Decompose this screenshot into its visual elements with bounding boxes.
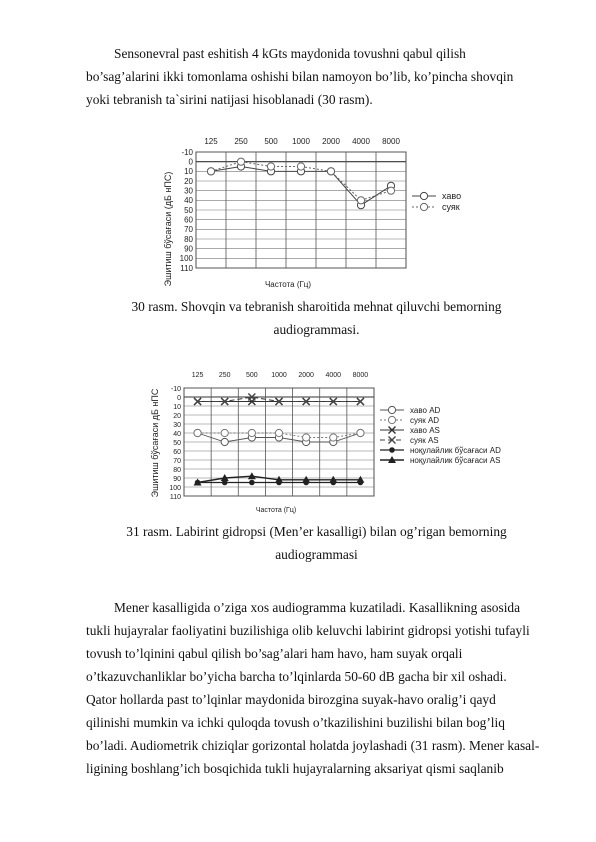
data-point	[221, 429, 228, 436]
y-tick-label: 90	[184, 244, 193, 254]
y-tick-label: -10	[170, 385, 181, 393]
x-tick-label: 8000	[352, 372, 369, 379]
y-tick-label: 80	[184, 234, 193, 244]
legend-label: хаво AD	[410, 406, 441, 416]
data-point	[275, 429, 282, 436]
body-line: ligining boshlang’ich bosqichida tukli hujayralarning aksariyat qismi saqlanib	[86, 761, 504, 776]
x-tick-label: 125	[191, 372, 204, 379]
figure-31-audiogram	[148, 365, 528, 515]
y-tick-label: 40	[173, 430, 181, 438]
x-tick-label: 4000	[325, 372, 342, 379]
data-point	[194, 429, 201, 436]
data-point	[267, 163, 274, 170]
data-point	[249, 480, 255, 486]
y-tick-label: 0	[188, 157, 193, 167]
data-point	[420, 192, 427, 199]
legend-label: хаво	[442, 191, 462, 202]
y-tick-label: 60	[173, 448, 181, 456]
data-point	[388, 406, 395, 413]
y-tick-label: 20	[173, 412, 181, 420]
x-tick-label: 4000	[352, 137, 370, 146]
caption-line-2: audiogrammasi	[275, 547, 358, 562]
x-tick-label: 250	[234, 137, 248, 146]
intro-line-2: bo’sag’alarini ikki tomonlama oshishi bilan namoyon bo’lib, ko’pincha shovqin	[86, 69, 514, 84]
legend-label: ноқулайлик бўсағаси AD	[410, 446, 501, 456]
legend-label: ноқулайлик бўсағаси AS	[410, 456, 501, 466]
y-tick-label: 70	[184, 225, 193, 235]
x-tick-label: 500	[264, 137, 278, 146]
x-tick-label: 1000	[271, 372, 287, 379]
body-line: Mener kasalligida o’ziga xos audiogramma kuzatiladi. Kasallikning asosida	[114, 600, 521, 615]
y-tick-label: 20	[184, 176, 193, 186]
data-point	[388, 416, 395, 423]
y-tick-label: 30	[184, 186, 193, 196]
y-tick-label: 60	[184, 215, 193, 225]
figure-31-caption	[86, 520, 547, 566]
y-tick-label: 110	[169, 493, 181, 501]
y-axis-label: Эшитиш бўсағаси дБ нПС	[150, 388, 160, 498]
legend-label: суяк AD	[410, 416, 440, 426]
data-point	[420, 203, 427, 210]
legend-label: хаво AS	[410, 426, 440, 436]
intro-line-3: yoki tebranish ta`sirini natijasi hisoblanadi (30 rasm).	[86, 92, 373, 107]
intro-line-1: Sensonevral past eshitish 4 kGts maydonida tovushni qabul qilish	[114, 46, 466, 61]
caption-line-1: 31 rasm. Labirint gidropsi (Men’er kasalligi) bilan og’rigan bemorning	[126, 524, 507, 539]
body-line: bo’ladi. Audiometrik chiziqlar gorizontal holatda joylashadi (31 rasm). Mener kasal-	[86, 738, 540, 753]
body-paragraph	[86, 596, 547, 780]
legend-label: суяк AS	[410, 436, 439, 446]
body-line: tukli hujayralar faoliyatini buzilishiga olib keluvchi labirint gidropsi yotishi tufayli	[86, 623, 530, 638]
data-point	[303, 434, 310, 441]
y-tick-label: 10	[173, 403, 181, 411]
x-tick-label: 8000	[382, 137, 400, 146]
figure-30-audiogram	[150, 134, 490, 294]
data-point	[330, 434, 337, 441]
y-tick-label: 50	[173, 439, 181, 447]
data-point	[389, 447, 395, 453]
data-point	[221, 438, 228, 445]
body-line: Qator hollarda past to’lqinlar maydonida birozgina suyak-havo oralig’i qayd	[86, 692, 496, 707]
y-tick-label: 50	[184, 205, 193, 215]
y-tick-label: 30	[173, 421, 181, 429]
y-tick-label: 0	[177, 394, 181, 402]
figure-30-caption	[86, 295, 547, 341]
data-point	[357, 429, 364, 436]
y-tick-label: 100	[179, 254, 193, 264]
data-point	[387, 187, 394, 194]
legend-label: суяк	[442, 202, 460, 213]
y-tick-label: -10	[181, 147, 193, 157]
y-tick-label: 90	[173, 475, 181, 483]
intro-paragraph	[86, 42, 547, 111]
x-tick-label: 2000	[298, 372, 314, 379]
data-point	[207, 168, 214, 175]
data-point	[297, 163, 304, 170]
x-axis-label: Частота (Гц)	[264, 280, 312, 289]
y-tick-label: 40	[184, 196, 193, 206]
x-tick-label: 125	[204, 137, 218, 146]
y-axis-label: Эшитиш бўсағаси (дБ нПС)	[163, 171, 173, 287]
x-tick-label: 2000	[322, 137, 340, 146]
data-point	[357, 197, 364, 204]
y-tick-label: 80	[173, 466, 181, 474]
caption-line-1: 30 rasm. Shovqin va tebranish sharoitida mehnat qiluvchi bemorning	[131, 299, 502, 314]
data-point	[237, 158, 244, 165]
data-point	[248, 429, 255, 436]
caption-line-2: audiogrammasi.	[273, 322, 360, 337]
x-tick-label: 1000	[292, 137, 310, 146]
body-line: tovush to’lqinini qabul qilish bo’sag’alari ham havo, ham suyak orqali	[86, 646, 463, 661]
y-tick-label: 70	[173, 457, 181, 465]
y-tick-label: 10	[184, 167, 193, 177]
x-tick-label: 500	[246, 372, 258, 379]
body-line: qilinishi mumkin va ichki quloqda tovush o’tkazilishini buzilishi bilan bog’liq	[86, 715, 505, 730]
y-tick-label: 100	[169, 484, 181, 492]
data-point	[327, 168, 334, 175]
y-tick-label: 110	[180, 263, 193, 273]
body-line: o’tkazuvchanliklar bo’yicha barcha to’lqinlarda 50-60 dB gacha bir xil oshadi.	[86, 669, 507, 684]
x-axis-label: Частота (Гц)	[255, 507, 297, 514]
x-tick-label: 250	[218, 372, 231, 379]
